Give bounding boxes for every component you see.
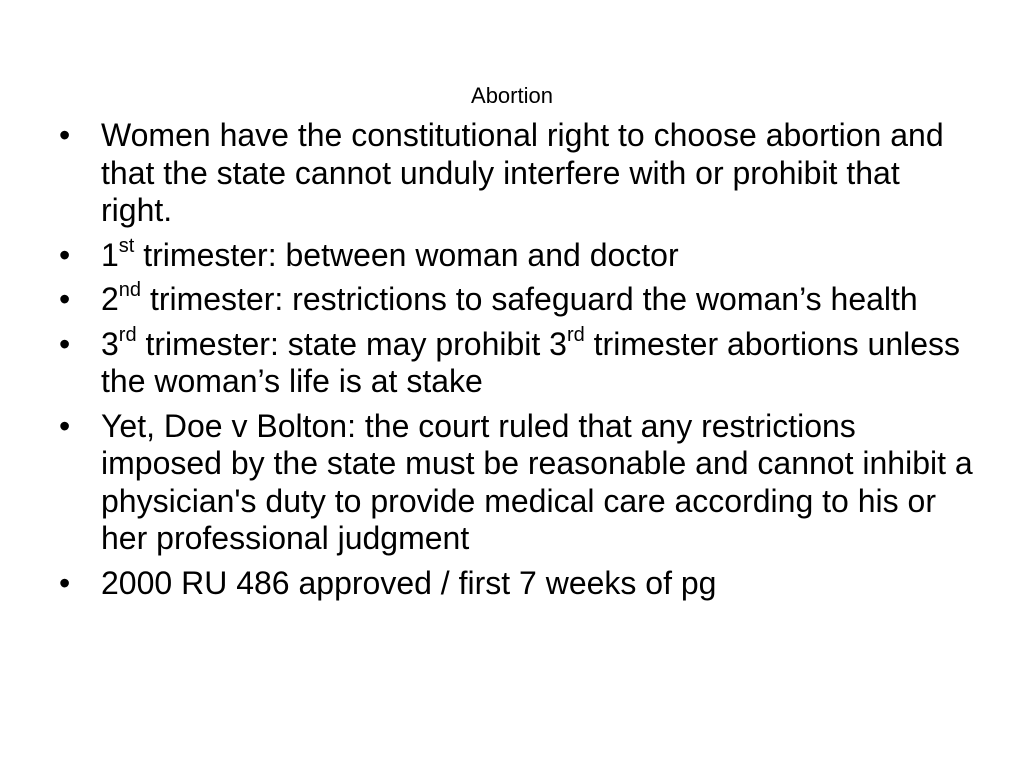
- bullet-icon: •: [59, 236, 71, 273]
- bullet-number: 2: [101, 281, 119, 317]
- bullet-text: Yet, Doe v Bolton: the court ruled that any restrictions imposed by the state must be reasonable and cannot inhibit a physician's duty to provide medical care according to his or her professional judgment: [101, 407, 973, 556]
- slide-title: Abortion: [471, 83, 553, 108]
- ordinal-suffix: st: [118, 234, 135, 257]
- bullet-icon: •: [59, 281, 71, 317]
- ordinal-suffix: rd: [566, 323, 585, 346]
- bullet-text: Women have the constitutional right to choose abortion and that the state cannot unduly interfere with or prohibit that right.: [101, 117, 944, 228]
- bullet-item-first-trimester: [56, 234, 976, 275]
- bullet-number: 1: [101, 236, 119, 273]
- bullet-text: trimester: between woman and doctor: [134, 236, 679, 273]
- bullet-icon: •: [59, 117, 71, 153]
- bullet-item-constitutional-right: [56, 117, 976, 230]
- ordinal-suffix: rd: [118, 323, 137, 346]
- bullet-number: 3: [101, 325, 119, 362]
- bullet-icon: •: [59, 407, 71, 444]
- bullet-item-ru-486: [56, 565, 976, 603]
- bullet-text: trimester: restrictions to safeguard the woman’s health: [141, 281, 918, 317]
- bullet-item-second-trimester: [56, 281, 976, 319]
- bullet-item-doe-v-bolton: [56, 408, 976, 558]
- bullet-text: trimester: state may prohibit 3: [136, 325, 567, 362]
- bullet-icon: •: [59, 564, 71, 601]
- bullet-text: trimester abortions unless the woman’s life is at stake: [101, 325, 961, 399]
- bullet-item-third-trimester: [56, 323, 976, 401]
- ordinal-suffix: nd: [118, 279, 142, 302]
- bullet-icon: •: [59, 325, 71, 362]
- bullet-text: 2000 RU 486 approved / first 7 weeks of pg: [101, 564, 717, 601]
- bullet-list: [56, 117, 976, 609]
